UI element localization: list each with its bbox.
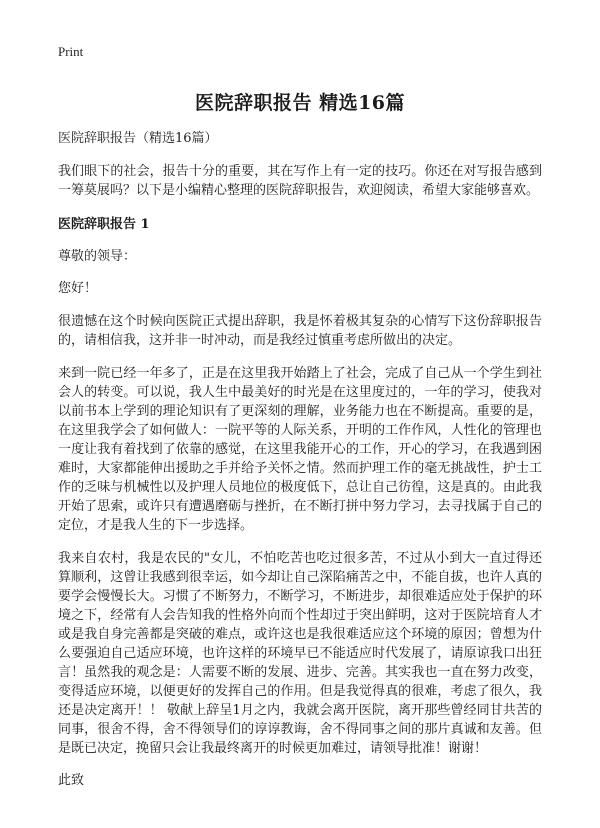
document-subtitle: 医院辞职报告（精选16篇）: [58, 131, 218, 146]
print-link[interactable]: Print: [58, 44, 84, 59]
body-paragraph-2: 来到一院已经一年多了，正是在这里我开始踏上了社会，完成了自己从一个学生到社会人的转变。可以说，我人生中最美好的时光是在这里度过的，一年的学习，使我对以前书本上学到的理论知识有了更深刻的理解，业务能力也在不断提高。重要的是，在这里我学会了如何做人：一院平等的人际关系，开明的工作作风，人性化的管理也一度让我有着找到了依靠的感觉，在这里我能开心的工作，开心的学习，在我遇到困难时，大家都能伸出援助之手并给予关怀之情。然而护理工作的毫无挑战性，护士工作的乏味与机械性以及护理人员地位的极度低下，总让自己彷徨，这是真的。由此我开始了思索，或许只有遭遇磨砺与挫折，在不断打拼中努力学习，去寻找属于自己的定位，才是我人生的下一步选择。: [58, 366, 542, 533]
page-title: 医院辞职报告 精选16篇: [194, 92, 406, 114]
salutation: 尊敬的领导：: [58, 249, 137, 264]
section-heading: 医院辞职报告 1: [58, 217, 150, 232]
body-paragraph-3: 我来自农村，我是农民的"女儿，不怕吃苦也吃过很多苦，不过从小到大一直过得还算顺利，这曾让我感到很幸运，如今却让自己深陷痛苦之中，不能自拔，也许人真的要学会慢慢长大。习惯了不断努力，不断学习，不断进步，却很难适应处于保护的环境之下，经常有人会告知我的性格外向而个性却过于突出鲜明，这对于医院培育人才或是我自身完善都是突破的难点，或许这也是我很难适应这个环境的原因；曾想为什么要强迫自己适应环境，也许这样的环境早已不能适应时代发展了，请原谅我口出狂言！虽然我的观念是：人需要不断的发展、进步、完善。其实我也一直在努力改变，变得适应环境，以便更好的发挥自己的作用。但是我觉得真的很难，考虑了很久，我还是决定离开！！ 敬献上辞呈1月之内，我就会离开医院，离开那些曾经同甘共苦的同事，很舍不得，舍不得领导们的谆谆教诲，舍不得同事之间的那片真诚和友善。但是既已决定，挽留只会让我最终离开的时候更加难过，请领导批准！谢谢！: [58, 551, 542, 756]
closing-text: 此致: [58, 773, 85, 788]
intro-paragraph: 我们眼下的社会，报告十分的重要，其在写作上有一定的技巧。你还在对写报告感到一筹莫展吗？以下是小编精心整理的医院辞职报告，欢迎阅读，希望大家能够喜欢。: [58, 164, 542, 198]
greeting: 您好！: [58, 281, 98, 296]
body-paragraph-1: 很遗憾在这个时候向医院正式提出辞职，我是怀着极其复杂的心情写下这份辞职报告的，请相信我，这并非一时冲动，而是我经过慎重考虑所做出的决定。: [58, 314, 542, 348]
